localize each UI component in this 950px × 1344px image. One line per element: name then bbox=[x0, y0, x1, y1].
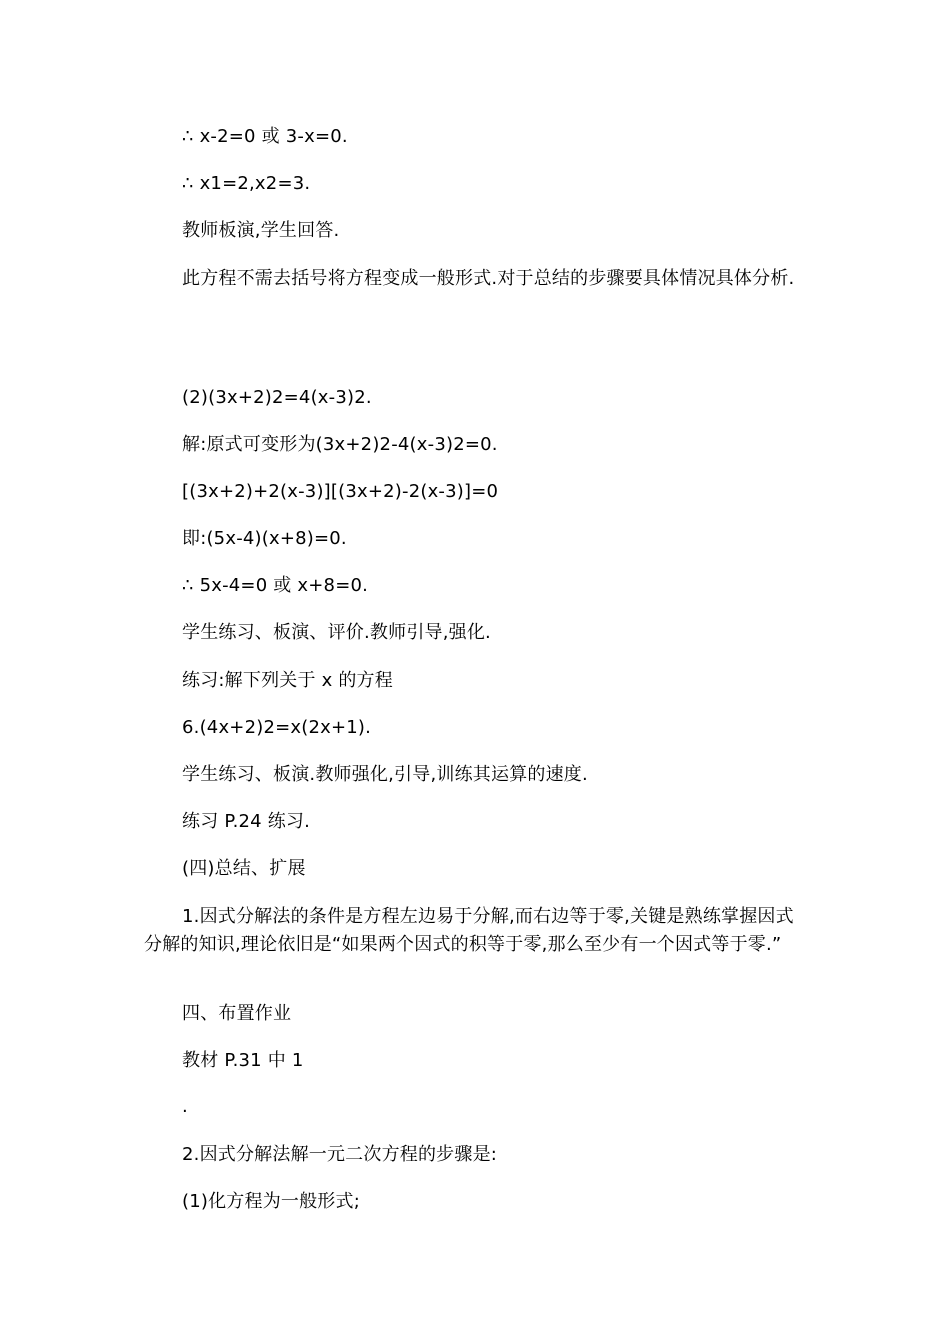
paragraph: 1.因式分解法的条件是方程左边易于分解,而右边等于零,关键是熟练掌握因式分解的知识,理论依旧是“如果两个因式的积等于零,那么至少有一个因式等于零.” bbox=[144, 906, 794, 955]
text-line: (1)化方程为一般形式; bbox=[182, 1191, 360, 1212]
text-line: ∴ x1=2,x2=3. bbox=[182, 173, 311, 194]
text-line: 教师板演,学生回答. bbox=[182, 220, 340, 241]
text-line: (2)(3x+2)2=4(x-3)2. bbox=[182, 387, 372, 408]
text-line: 解:原式可变形为(3x+2)2-4(x-3)2=0. bbox=[182, 434, 498, 455]
text-line: 练习:解下列关于 x 的方程 bbox=[182, 670, 393, 691]
text-line: . bbox=[182, 1096, 188, 1117]
text-line: [(3x+2)+2(x-3)][(3x+2)-2(x-3)]=0 bbox=[182, 481, 499, 502]
text-line: 四、布置作业 bbox=[182, 1003, 292, 1024]
text-line: 2.因式分解法解一元二次方程的步骤是: bbox=[182, 1144, 498, 1165]
text-line: (四)总结、扩展 bbox=[182, 858, 306, 879]
text-line: 教材 P.31 中 1 bbox=[182, 1050, 304, 1071]
text-line: 即:(5x-4)(x+8)=0. bbox=[182, 528, 347, 549]
paragraph: 此方程不需去括号将方程变成一般形式.对于总结的步骤要具体情况具体分析. bbox=[182, 268, 795, 289]
text-line: 学生练习、板演、评价.教师引导,强化. bbox=[182, 622, 491, 643]
text-line: 练习 P.24 练习. bbox=[182, 811, 311, 832]
text-line: ∴ 5x-4=0 或 x+8=0. bbox=[182, 575, 369, 596]
text-line: 学生练习、板演.教师强化,引导,训练其运算的速度. bbox=[182, 764, 588, 785]
text-line: ∴ x-2=0 或 3-x=0. bbox=[182, 126, 348, 147]
text-line: 6.(4x+2)2=x(2x+1). bbox=[182, 717, 372, 738]
